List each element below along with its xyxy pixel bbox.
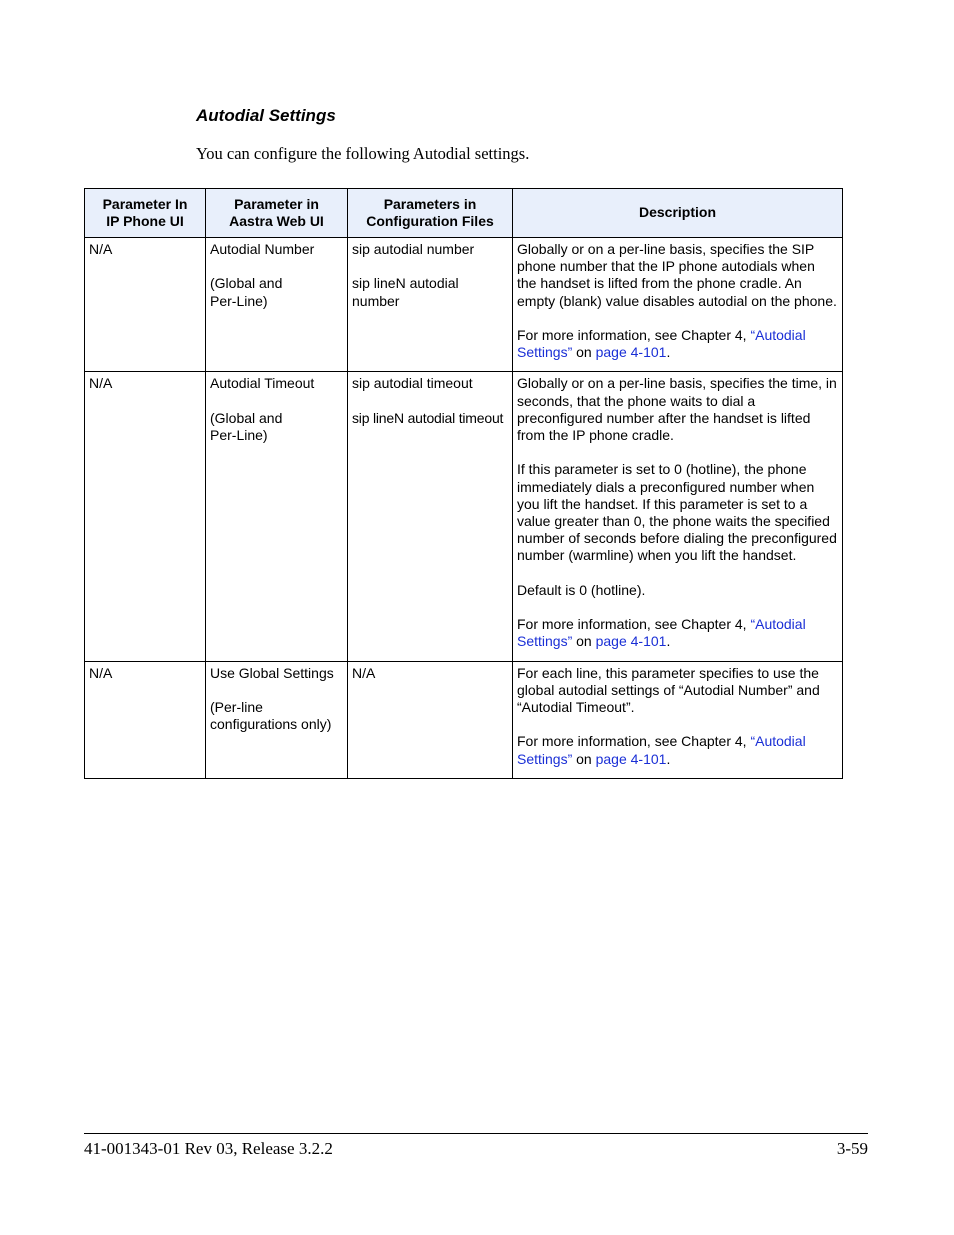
table-row — [85, 238, 843, 372]
cell-phone-ui: N/A — [85, 661, 206, 778]
header-config-files: Parameters in Configuration Files — [348, 189, 513, 238]
autodial-parameters-table — [84, 188, 843, 779]
cross-reference: For more information, see Chapter 4, “Autodial Settings” on page 4-101. — [517, 327, 806, 361]
cell-phone-ui: N/A — [85, 238, 206, 372]
cell-description: For each line, this parameter specifies to use the global autodial settings of “Autodial Number” and “Autodial Timeout”. For more information, see Chapter 4, “Autodial Settings” on page 4-101. — [513, 661, 843, 778]
footer-page-number: 3-59 — [836, 1139, 868, 1158]
table-row — [85, 372, 843, 661]
page-ref-link[interactable]: page 4-101 — [595, 344, 667, 361]
header-ip-phone-ui: Parameter In IP Phone UI — [85, 189, 206, 238]
cell-web-ui: Use Global Settings (Per-line configurations only) — [206, 661, 348, 778]
table-row — [85, 661, 843, 778]
page-ref-link[interactable]: page 4-101 — [595, 750, 667, 767]
autodial-settings-link[interactable]: “Autodial Settings” — [517, 733, 806, 767]
cell-description: Globally or on a per-line basis, specifies the SIP phone number that the IP phone autodials when the handset is lifted from the phone cradle. An empty (blank) value disables autodial on the phone. For more information, see Chapter 4, “Autodial Settings” on page 4-101. — [513, 238, 843, 372]
header-web-ui: Parameter in Aastra Web UI — [206, 189, 348, 238]
section-heading: Autodial Settings — [196, 106, 336, 125]
cell-phone-ui: N/A — [85, 372, 206, 661]
cell-config-params: N/A — [348, 661, 513, 778]
cell-description: Globally or on a per-line basis, specifies the time, in seconds, that the phone waits to dial a preconfigured number after the handset is lifted from the IP phone cradle. If this parameter is set to 0 (hotline), the phone immediately dials a preconfigured number when you lift the handset. If this parameter is set to a value greater than 0, the phone waits the specified number of seconds before dialing the preconfigured number (warmline) when you lift the handset. Default is 0 (hotline). For more information, see Chapter 4, “Autodial Settings” on page 4-101. — [513, 372, 843, 661]
cross-reference: For more information, see Chapter 4, “Autodial Settings” on page 4-101. — [517, 616, 806, 650]
footer-doc-id: 41-001343-01 Rev 03, Release 3.2.2 — [84, 1139, 333, 1158]
intro-paragraph: You can configure the following Autodial settings. — [196, 144, 530, 163]
header-description: Description — [513, 189, 843, 238]
cell-web-ui: Autodial Number (Global and Per-Line) — [206, 238, 348, 372]
footer-divider — [84, 1133, 868, 1134]
cell-web-ui: Autodial Timeout (Global and Per-Line) — [206, 372, 348, 661]
cross-reference: For more information, see Chapter 4, “Autodial Settings” on page 4-101. — [517, 733, 806, 767]
cell-config-params: sip autodial timeout sip lineN autodial timeout — [348, 372, 513, 661]
page-ref-link[interactable]: page 4-101 — [595, 633, 667, 650]
table-header-row — [85, 189, 843, 238]
autodial-settings-link[interactable]: “Autodial Settings” — [517, 327, 806, 361]
autodial-settings-link[interactable]: “Autodial Settings” — [517, 616, 806, 650]
cell-config-params: sip autodial number sip lineN autodial number — [348, 238, 513, 372]
